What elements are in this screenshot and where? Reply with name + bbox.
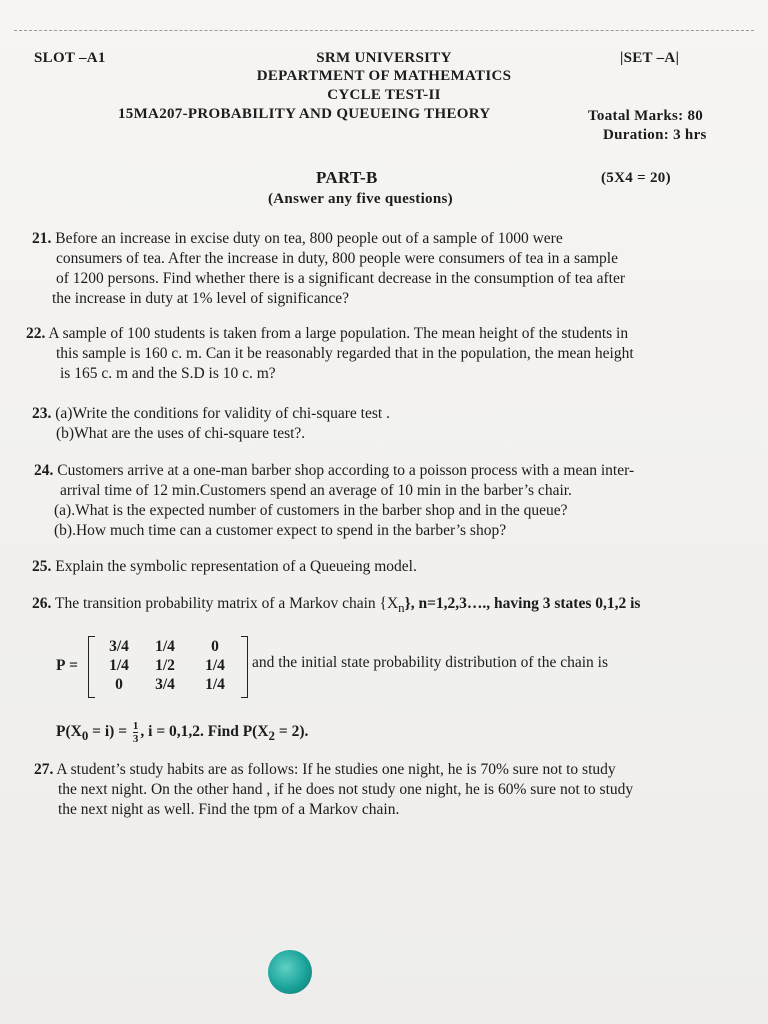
top-divider: [14, 30, 754, 31]
matrix-cell: 1/4: [109, 657, 129, 674]
green-mark-decoration: [268, 950, 312, 994]
part-instruction: (Answer any five questions): [268, 191, 453, 207]
question-23: 23. (a)Write the conditions for validity of chi-square test . (b)What are the uses of chi-square test?.: [32, 405, 390, 442]
matrix-followup-text: and the initial state probability distribution of the chain is: [252, 654, 609, 671]
question-number: 27.: [34, 761, 54, 778]
test-name: CYCLE TEST-II: [327, 87, 441, 103]
set-label: |SET –A|: [620, 50, 680, 66]
course-title: 15MA207-PROBABILITY AND QUEUEING THEORY: [118, 106, 491, 122]
matrix-label: P =: [56, 657, 79, 674]
question-22: 22. A sample of 100 students is taken from a large population. The mean height of the students in this sample is 160 c. m. Can it be reasonably regarded that in the population, the mean height is 165 c. m and the S.D is 10 c. m?: [26, 325, 634, 382]
duration: Duration: 3 hrs: [603, 127, 707, 143]
matrix-cell: 0: [211, 638, 219, 655]
question-27: 27. A student’s study habits are as follows: If he studies one night, he is 70% sure not to study the next night. On the other hand , if he does not study one night, he is 60% sure not to study the next night as well. Find the tpm of a Markov chain.: [34, 761, 634, 818]
matrix-cell: 1/2: [155, 657, 175, 674]
question-number: 22.: [26, 325, 46, 342]
matrix-cell: 0: [115, 676, 123, 693]
question-number: 26.: [32, 595, 52, 612]
matrix-cell: 1/4: [155, 638, 175, 655]
matrix-cell: 3/4: [109, 638, 129, 655]
question-number: 25.: [32, 558, 52, 575]
question-24: 24. Customers arrive at a one-man barber shop according to a poisson process with a mean inter- arrival time of 12 min.Customers spend an average of 10 min in the barber’s chair. (a).What is the expected number of customers in the barber shop and in the queue? (b).How much time can a customer expect to spend in the barber’s shop?: [34, 462, 635, 539]
question-number: 24.: [34, 462, 54, 479]
slot-label: SLOT –A1: [34, 50, 106, 66]
matrix-cell: 1/4: [205, 657, 225, 674]
transition-matrix: [88, 636, 248, 698]
matrix-cell: 1/4: [205, 676, 225, 693]
question-25: 25. Explain the symbolic representation of a Queueing model.: [32, 558, 417, 575]
part-title: PART-B: [316, 168, 378, 187]
department-name: DEPARTMENT OF MATHEMATICS: [256, 68, 512, 84]
total-marks: Toatal Marks: 80: [588, 108, 704, 124]
university-name: SRM UNIVERSITY: [316, 50, 452, 66]
question-21: 21. Before an increase in excise duty on tea, 800 people out of a sample of 1000 were consumers of tea. After the increase in duty, 800 people were consumers of tea in a sample of 1200 persons. Find whether there is a significant decrease in the consumption of tea after the increase in duty at 1% level of significance?: [32, 230, 626, 307]
initial-distribution-formula: $P(X_0 = i)$ = $\frac{1}{3}$ , i = 0,1,2. Find $P(X_2 = 2)$.: [56, 720, 309, 745]
question-number: 21.: [32, 230, 52, 247]
question-26: 26. The transition probability matrix of a Markov chain $\{X_n\}$, n=1,2,3…., having 3 states 0,1,2 is: [32, 595, 641, 616]
matrix-cell: 3/4: [155, 676, 175, 693]
fraction: $\frac{1}{3}$: [132, 720, 139, 745]
part-marks: (5X4 = 20): [601, 170, 671, 186]
question-number: 23.: [32, 405, 52, 422]
